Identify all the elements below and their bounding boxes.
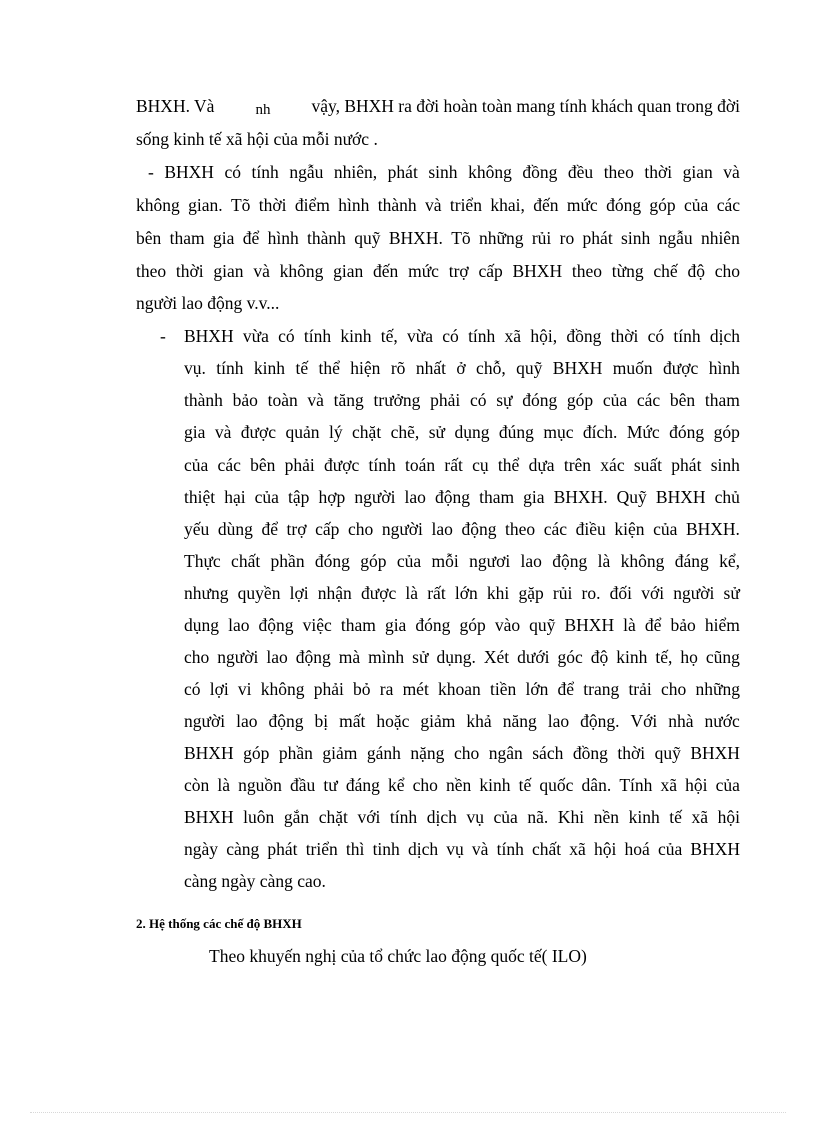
para3-line: cho người lao động mà mình sử dụng. Xét dưới góc độ kinh tế, họ cũng	[184, 647, 740, 667]
para3-line: của các bên phải được tính toán rất cụ thể dựa trên xác suất phát sinh	[184, 455, 740, 475]
para3-line: càng ngày càng cao.	[184, 871, 326, 891]
para2-line: không gian. Tõ thời điểm hình thành và triển khai, đến mức đóng góp của các	[136, 195, 740, 215]
section-heading: 2. Hệ thống các chế độ BHXH	[136, 916, 302, 931]
para3-line: BHXH góp phần giảm gánh nặng cho ngân sách đồng thời quỹ BHXH	[184, 743, 740, 763]
para2-line: bên tham gia để hình thành quỹ BHXH. Tõ những rủi ro phát sinh ngẫu nhiên	[136, 228, 740, 248]
para3-line: BHXH luôn gắn chặt với tính dịch vụ của nã. Khi nền kinh tế xã hội	[184, 807, 740, 827]
para3-line: dụng lao động việc tham gia đóng góp vào quỹ BHXH là để bảo hiểm	[184, 615, 740, 635]
para3-line: có lợi vi không phải bỏ ra mét khoan tiền lớn để trang trải cho những	[184, 679, 740, 699]
para2-line: người lao động v.v...	[136, 293, 280, 313]
para3-line: thành bảo toàn và tăng trưởng phải có sự đóng góp của các bên tham	[184, 390, 740, 410]
para1-line-2: sống kinh tế xã hội của mỗi nước .	[136, 129, 378, 149]
para3-line: ngày càng phát triển thì tinh dịch vụ và tính chất xã hội hoá của BHXH	[184, 839, 740, 859]
para3-line: gia và được quản lý chặt chẽ, sử dụng đúng mục đích. Mức đóng góp	[184, 422, 740, 442]
para1-line1-sub: nh	[255, 102, 271, 118]
para3-line: thiệt hại của tập hợp người lao động tham gia BHXH. Quỹ BHXH chủ	[184, 487, 740, 507]
bullet-dash: -	[160, 326, 166, 346]
para1-line1-end: vậy, BHXH ra đời hoàn toàn mang tính khách quan trong đời	[311, 96, 740, 116]
para3-line: Thực chất phần đóng góp của mỗi ngươi lao động là không đáng kể,	[184, 551, 740, 571]
para3-line: BHXH vừa có tính kinh tế, vừa có tính xã hội, đồng thời có tính dịch	[184, 326, 740, 346]
para3-line: nhưng quyền lợi nhận được là rất lớn khi gặp rủi ro. đối với người sử	[184, 583, 740, 603]
page-bottom-divider	[30, 1112, 786, 1113]
para1-line1-start: BHXH. Và	[136, 96, 215, 116]
recommendation-line: Theo khuyến nghị của tổ chức lao động quốc tế( ILO)	[209, 946, 587, 966]
para2-line: - BHXH có tính ngẫu nhiên, phát sinh không đồng đều theo thời gian và	[148, 162, 740, 182]
para2-line: theo thời gian và không gian đến mức trợ cấp BHXH theo từng chế độ cho	[136, 261, 740, 281]
para3-line: còn là nguồn đầu tư đáng kể cho nền kinh tế quốc dân. Tính xã hội của	[184, 775, 740, 795]
para1-line-1	[136, 95, 740, 117]
para3-line: yếu dùng để trợ cấp cho người lao động theo các điều kiện của BHXH.	[184, 519, 740, 539]
para3-line: vụ. tính kinh tế thể hiện rõ nhất ở chỗ, quỹ BHXH muốn được hình	[184, 358, 740, 378]
para3-line: người lao động bị mất hoặc giảm khả năng lao động. Với nhà nước	[184, 711, 740, 731]
